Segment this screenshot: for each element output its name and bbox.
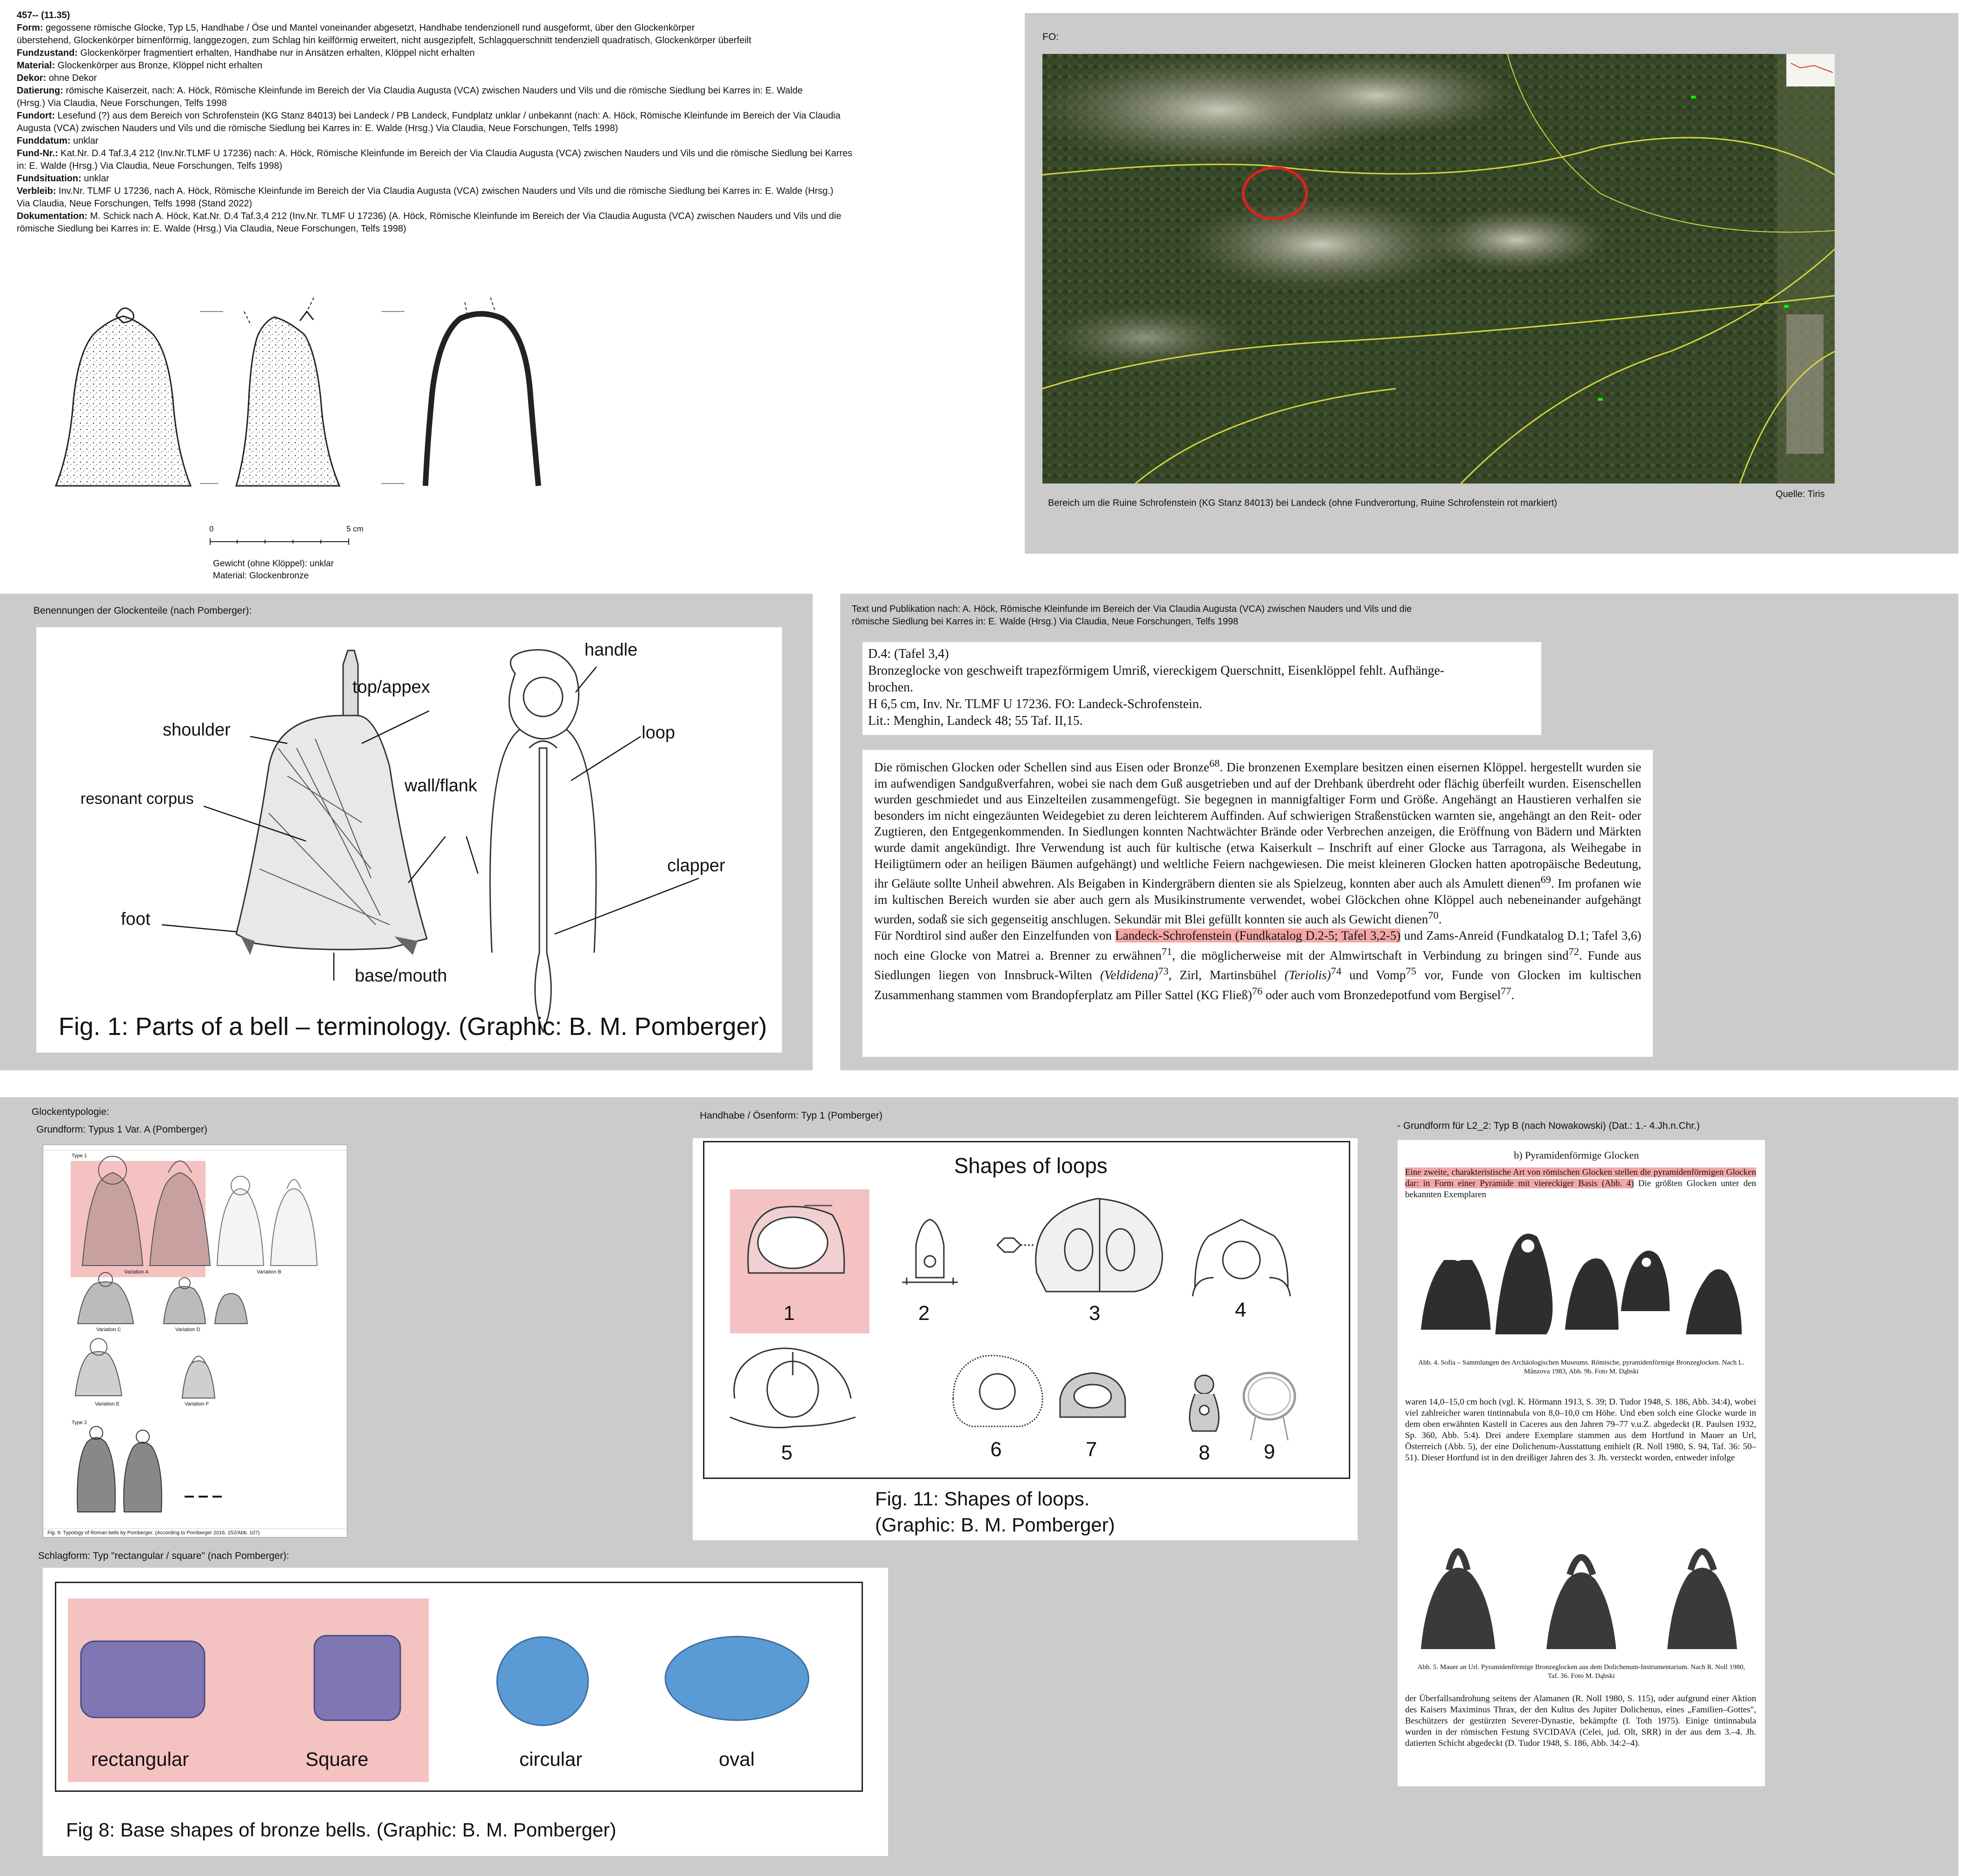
- variation-f-label: Variation F: [185, 1401, 209, 1407]
- typology-label: Glockentypologie:: [32, 1107, 109, 1117]
- catalog-entry-text: M. Schick nach A. Höck, Kat.Nr. D.4 Taf.3,4 212 (Inv.Nr. TLMF U 17236) (A. Höck, Römische Kleinfunde im Bereich der Via Claudia Augusta (VCA) zwischen Nauders und Vils und die: [87, 211, 842, 221]
- loop-1-number: 1: [783, 1302, 795, 1325]
- catalog-entry-text: Glockenkörper fragmentiert erhalten, Handhabe nur in Ansätzen erhalten, Klöppel nicht erhalten: [78, 48, 475, 58]
- pyramid-caption-abb4: Abb. 4. Sofia – Sammlungen des Archäologischen Museums. Römische, pyramidenförmige Bronzeglocken. Nach L. Mănzova 1983, Abb. 9b. Foto M. Dąbski: [1418, 1359, 1744, 1375]
- highlighted-findspot: Landeck-Schrofenstein (Fundkatalog D.2-5; Tafel 3,2-5): [1115, 928, 1401, 942]
- loop-5-drawing: [730, 1348, 856, 1428]
- term-top: top/appex: [352, 677, 430, 697]
- paragraph-2: [874, 928, 1641, 1003]
- catalog-entry: [17, 110, 1007, 122]
- pyramid-caption-abb5: Abb. 5. Mauer an Url. Pyramidenförmige Bronzeglocken aus dem Dolichenum-Instrumentarium. Nach R. Noll 1980, Taf. 36. Foto M. Dąbski: [1417, 1664, 1745, 1680]
- term-shoulder: shoulder: [163, 720, 231, 740]
- para2-b: und Zams-Anreid (Fundkatalog D.1; Tafel 3,6) noch eine Glocke von Matrei a. Brenner zu erwähnen: [874, 928, 1641, 962]
- para2-i: vor, Funde von Glocken im kultischen Zusammenhang stammen vom Brandopferplatz am Piller Sattel (KG Fließ): [874, 968, 1641, 1002]
- pyramid-photo-abb4: [1407, 1218, 1756, 1344]
- para2-d: . Funde aus Siedlungen liegen von Innsbruck-Wilten: [874, 948, 1641, 982]
- pyramid-heading: b) Pyramidenförmige Glocken: [1514, 1149, 1639, 1161]
- loop-7-drawing: [1060, 1373, 1125, 1417]
- para2-e: (Veldidena): [1100, 968, 1158, 982]
- pyramid-paragraph-3: der Überfallsandrohung seitens der Alamanen (R. Noll 1980, S. 115), oder aufgrund einer Aktion des Kaisers Maximinus Thrax, der den Kultus des Jupiter Dolichenus, eines „Familien–Gottes", Beschützers der gestürzten Severer-Dynastie, bekämpfte (I. Toth 1975). Einige tintinnabula wurden in der römischen Festung SVCIDAVA (Celei, jud. Olt, SRR) in der aus dem 3.–4. Jh. datierten Schicht abgedeckt (D. Tudor 1948, S. 186, Abb. 34:2–4).: [1405, 1694, 1756, 1748]
- clapper-sketch: [490, 650, 596, 1032]
- material-text: Material: Glockenbronze: [213, 571, 309, 581]
- catalog-entry-text: unklar: [81, 173, 109, 184]
- loop-3-number: 3: [1089, 1302, 1101, 1325]
- loop-3-drawing: [997, 1199, 1162, 1292]
- para2-k: .: [1511, 988, 1514, 1002]
- catalog-entry-text: in: E. Walde (Hrsg.) Via Claudia, Neue Forschungen, Telfs 1998): [17, 161, 283, 171]
- loop-2-drawing: [902, 1220, 958, 1285]
- footnote-68: 68: [1209, 757, 1220, 769]
- typology-figure: [43, 1145, 347, 1538]
- pyramid-intro-rest: Die größten Glocken unter den bekannten Exemplaren: [1405, 1179, 1756, 1200]
- terminology-figure: [36, 627, 782, 1053]
- footnote-73: 73: [1158, 965, 1169, 977]
- footnote-71: 71: [1161, 945, 1172, 957]
- catalog-entry-key: Datierung:: [17, 86, 63, 96]
- catalog-entry: [17, 135, 1007, 147]
- map-label: FO:: [1042, 32, 1059, 42]
- para1-a: Die römischen Glocken oder Schellen sind aus Eisen oder Bronze: [874, 760, 1209, 774]
- catalog-entry-key: Verbleib:: [17, 186, 56, 196]
- catalog-entry: [17, 160, 1007, 172]
- catalog-entry-line: Lit.: Menghin, Landeck 48; 55 Taf. II,15.: [868, 714, 1083, 728]
- catalog-entry-key: Dekor:: [17, 73, 46, 83]
- loop-8-drawing: [1190, 1375, 1219, 1431]
- catalog-entry-text: römische Siedlung bei Karres in: E. Walde (Hrsg.) Via Claudia, Neue Forschungen, Telfs 1998): [17, 224, 406, 234]
- footnote-76: 76: [1252, 985, 1263, 997]
- catalog-entry-text: römische Kaiserzeit, nach: A. Höck, Römische Kleinfunde im Bereich der Via Claudia Augusta (VCA) zwischen Nauders und Vils und die römische Siedlung bei Karres in: E. Walde: [63, 86, 803, 96]
- pyramid-highlight: Eine zweite, charakteristische Art von römischen Glocken stellen die pyramidenförmigen Glocken dar: in Form einer Pyramide mit viereckiger Basis (Abb. 4): [1405, 1167, 1756, 1188]
- catalog-entry-text: Glockenkörper aus Bronze, Klöppel nicht erhalten: [55, 60, 263, 71]
- loops-figure: [693, 1138, 1358, 1540]
- variation-a-label: Variation A: [124, 1269, 149, 1275]
- typology-sublabel: Grundform: Typus 1 Var. A (Pomberger): [36, 1124, 208, 1135]
- bell-drawings: [46, 298, 604, 497]
- footnote-72: 72: [1568, 945, 1579, 957]
- terminology-caption: Fig. 1: Parts of a bell – terminology. (Graphic: B. M. Pomberger): [59, 1013, 767, 1041]
- catalog-entry-key: Fundsituation:: [17, 173, 81, 184]
- rectangular-shape: [81, 1641, 205, 1717]
- type1-bells-c-d: [78, 1273, 247, 1324]
- bell-side-view: [236, 298, 339, 486]
- term-clapper: clapper: [667, 856, 725, 875]
- footnote-69: 69: [1540, 874, 1551, 886]
- aerial-map[interactable]: [1042, 54, 1835, 484]
- catalog-entry-key: Dokumentation:: [17, 211, 88, 221]
- para1-d: .: [1438, 912, 1442, 927]
- square-shape: [314, 1636, 400, 1720]
- footnote-75: 75: [1406, 965, 1416, 977]
- map-source: Quelle: Tiris: [1776, 489, 1825, 499]
- bell-front-view: [56, 308, 191, 486]
- catalog-entry-box: [862, 642, 1541, 735]
- publication-label-line1: Text und Publikation nach: A. Höck, Römische Kleinfunde im Bereich der Via Claudia Augusta (VCA) zwischen Nauders und Vils und die: [852, 604, 1412, 614]
- variation-d-label: Variation D: [175, 1327, 200, 1332]
- term-loop: loop: [642, 723, 675, 742]
- loop-6-drawing: [953, 1356, 1042, 1427]
- shapes-caption: Fig 8: Base shapes of bronze bells. (Graphic: B. M. Pomberger): [66, 1819, 617, 1841]
- loop-9-number: 9: [1264, 1440, 1275, 1463]
- para2-j: oder auch vom Bronzedepotfund vom Bergisel: [1262, 988, 1501, 1002]
- shape-name-circular: circular: [519, 1748, 583, 1770]
- para2-f: , Zirl, Martinsbühel: [1168, 968, 1285, 982]
- catalog-entry-text: Lesefund (?) aus dem Bereich von Schrofenstein (KG Stanz 84013) bei Landeck / PB Landeck, Fundplatz unklar / unbekannt (nach: A. Höck, Römische Kleinfunde im Bereich der Via Claudia: [55, 111, 841, 121]
- loop-1-drawing: [748, 1206, 844, 1273]
- loop-5-number: 5: [781, 1441, 793, 1464]
- loop-9-drawing: [1244, 1373, 1295, 1440]
- catalog-entry: [17, 47, 1007, 60]
- map-caption: Bereich um die Ruine Schrofenstein (KG Stanz 84013) bei Landeck (ohne Fundverortung, Ruine Schrofenstein rot markiert): [1048, 498, 1558, 508]
- terminology-panel: [0, 594, 813, 1070]
- term-foot: foot: [121, 909, 151, 929]
- loop-8-number: 8: [1199, 1441, 1210, 1464]
- publication-label-line2: römische Siedlung bei Karres in: E. Walde (Hrsg.) Via Claudia, Neue Forschungen, Telfs 1998: [852, 616, 1239, 627]
- publication-text-box: [862, 750, 1653, 1057]
- catalog-text: [17, 9, 1007, 235]
- shape-name-rectangular: rectangular: [91, 1748, 189, 1770]
- catalog-entry: [17, 198, 1007, 210]
- variation-b-label: Variation B: [257, 1269, 281, 1275]
- weight-text: Gewicht (ohne Klöppel): unklar: [213, 559, 334, 569]
- catalog-entry-key: Fundzustand:: [17, 48, 78, 58]
- term-wall: wall/flank: [405, 776, 478, 795]
- pyramid-intro: [1405, 1167, 1756, 1200]
- pyramid-photo-abb5: [1407, 1519, 1756, 1658]
- catalog-entry: [17, 210, 1007, 223]
- shapes-label: Schlagform: Typ "rectangular / square" (nach Pomberger):: [38, 1551, 289, 1561]
- catalog-entry: [17, 185, 1007, 198]
- loops-title: Shapes of loops: [954, 1153, 1108, 1178]
- oval-shape: [665, 1637, 809, 1720]
- type1-bells-e-f: [75, 1339, 215, 1398]
- map-panel: [1025, 13, 1958, 554]
- catalog-entry: [17, 60, 1007, 72]
- catalog-heading: 457-- (11.35): [17, 10, 70, 20]
- footnote-74: 74: [1331, 965, 1341, 977]
- loop-4-drawing: [1193, 1220, 1290, 1296]
- catalog-entry-text: Inv.Nr. TLMF U 17236, nach A. Höck, Römische Kleinfunde im Bereich der Via Claudia Augusta (VCA) zwischen Nauders und Vils und die römische Siedlung bei Karres in: E. Walde (Hrsg.): [56, 186, 834, 196]
- loop-4-number: 4: [1235, 1299, 1247, 1321]
- catalog-entry-text: überstehend, Glockenkörper birnenförmig, langgezogen, zum Schlag hin keilförmig erweitert, nicht ausgezipfelt, Schlagquerschnitt tendenziell quadratisch, Glockenkörper überfeilt: [17, 35, 751, 46]
- catalog-entry: [17, 72, 1007, 85]
- catalog-entry-text: (Hrsg.) Via Claudia, Neue Forschungen, Telfs 1998: [17, 98, 227, 108]
- bell-section-view: [425, 298, 538, 486]
- catalog-entry-text: Augusta (VCA) zwischen Nauders und Vils und die römische Siedlung bei Karres in: E. Walde (Hrsg.) Via Claudia, Neue Forschungen, Telfs 1998): [17, 123, 618, 133]
- catalog-entry-line: H 6,5 cm, Inv. Nr. TLMF U 17236. FO: Landeck-Schrofenstein.: [868, 697, 1202, 711]
- para1-c: . Im profanen wie im kultischen Bereich wurden sie aber auch gern als Musikinstrumente verwendet, wobei Glöckchen ohne Klöppel auch nebeneinander aufgehängt wurden, sodaß sie sich gegenseitig anschlugen. Sekundär mit Blei gefüllt konnten sie auch als Gewicht dienen: [874, 876, 1641, 927]
- scale-bar: [209, 537, 367, 546]
- para2-h: und Vomp: [1341, 968, 1406, 982]
- type1-bells-b: [217, 1176, 317, 1266]
- scale-five: 5 cm: [346, 524, 364, 533]
- terminology-label: Benennungen der Glockenteile (nach Pomberger):: [33, 605, 252, 616]
- para1-b: . Die bronzenen Exemplare besitzen einen eisernen Klöppel. hergestellt wurden sie im aufwendigen Sandgußverfahren, wobei sie nach dem Guß ausgetrieben und auf der Drehbank überdreht oder flächig überfeilt wurden. Eisenschellen wurden geschmiedet und aus Einzelteilen zusammengefügt. Sie begegnen in mannigfaltiger Form und Größe. Angehängt an Haustieren verhalfen sie besonders im nicht eingezäunten Weidegebiet zu deren leichterem Auffinden. Auf schwierigen Straßenstücken warnten sie, angehängt an den Reit- oder Zugtieren, den Entgegenkommenden. In Siedlungen konnten Nachtwächter Brände oder Verbrechen anzeigen, die Eröffnung von Bädern und Märkten wurde damit angekündigt. Ihre Verwendung ist auch für kultische (etwa Kaiserkult – Inschrift auf einer Glocke aus Tarragona, als Weihegabe in Heiligtümern oder an heiligen Bäumen aufgehängt) und weltliche Feiern nachgewiesen. Die meist kleineren Glocken hatten apotropäische Bedeutung, ihr Geläute sollte Unheil abwehren. Als Beigaben in Kindergräbern dienten sie als Spielzeug, konnten aber auch als Amulett dienen: [874, 760, 1642, 891]
- catalog-entry: [17, 34, 1007, 47]
- pyramid-page: [1398, 1140, 1765, 1786]
- catalog-entry-key: Fundort:: [17, 111, 55, 121]
- footnote-70: 70: [1428, 909, 1439, 921]
- catalog-entry-line: Bronzeglocke von geschweift trapezförmigem Umriß, viereckigem Querschnitt, Eisenklöppel fehlt. Aufhänge-: [868, 663, 1445, 678]
- catalog-entry-line: D.4: (Tafel 3,4): [868, 647, 949, 661]
- variation-e-label: Variation E: [95, 1401, 119, 1407]
- catalog-entry-text: ohne Dekor: [46, 73, 97, 83]
- para2-a: Für Nordtirol sind außer den Einzelfunden von: [874, 928, 1115, 942]
- publication-panel: [840, 594, 1958, 1070]
- catalog-entry-key: Fund-Nr.:: [17, 148, 58, 159]
- shapes-figure: [43, 1568, 888, 1856]
- scale-zero: 0: [209, 524, 214, 533]
- catalog-entry-text: gegossene römische Glocke, Typ L5, Handhabe / Öse und Mantel voneinander abgesetzt, Handhabe tendenzionell rund ausgeformt, über den Glockenkörper: [43, 23, 695, 33]
- catalog-entry-text: Kat.Nr. D.4 Taf.3,4 212 (Inv.Nr.TLMF U 17236) nach: A. Höck, Römische Kleinfunde im Bereich der Via Claudia Augusta (VCA) zwischen Nauders und Vils und die römische Siedlung bei Karres: [58, 148, 853, 159]
- catalog-entry: [17, 22, 1007, 34]
- pyramid-label: - Grundform für L2_2: Typ B (nach Nowakowski) (Dat.: 1.- 4.Jh.n.Chr.): [1397, 1120, 1700, 1131]
- loops-caption-line2: (Graphic: B. M. Pomberger): [875, 1514, 1115, 1536]
- catalog-entry-line: brochen.: [868, 680, 914, 695]
- circular-shape: [497, 1637, 588, 1725]
- catalog-entries: [17, 22, 1007, 235]
- shape-name-oval: oval: [719, 1748, 755, 1770]
- catalog-entry-key: Material:: [17, 60, 55, 71]
- shape-name-square: Square: [305, 1748, 369, 1770]
- footnote-77: 77: [1500, 985, 1512, 997]
- type2-bells: [77, 1426, 222, 1512]
- publication-label: [852, 603, 1412, 628]
- type1-label: Type 1: [72, 1153, 87, 1159]
- catalog-entry: [17, 97, 1007, 110]
- term-corpus: resonant corpus: [80, 790, 194, 808]
- loops-caption-line1: Fig. 11: Shapes of loops.: [875, 1488, 1090, 1510]
- catalog-entry-lines: [868, 646, 1536, 729]
- type2-label: Type 2: [72, 1420, 87, 1425]
- loops-caption: [875, 1486, 1115, 1538]
- pyramid-paragraph-2: waren 14,0–15,0 cm hoch (vgl. K. Hörmann 1913, S. 39; D. Tudor 1948, S. 186, Abb. 34:4), wobei viel zahlreicher waren tintinnabula von 8,0–10,0 cm Höhe. Und eben solch eine Glocke wurde in dem oben erwähnten Kastell in Caceres aus den Jahren 79–77 v.u.Z. abgedeckt (R. Paulsen 1932, Sp. 360, Abb. 5:4). Drei andere Exemplare stammen aus dem Hortfund in Mauer an Url, Österreich (Abb. 5), der eine Dolichenum-Ausstattung enthielt (R. Noll 1980, S. 94, Taf. 36: 50–51). Dieser Hortfund ist in den dreißiger Jahren des 3. Jh. versteckt worden, entweder infolge: [1405, 1397, 1756, 1463]
- loop-6-number: 6: [990, 1438, 1002, 1461]
- catalog-entry-text: Via Claudia, Neue Forschungen, Telfs 1998 (Stand 2022): [17, 199, 252, 209]
- catalog-entry: [17, 172, 1007, 185]
- variation-c-label: Variation C: [96, 1327, 121, 1332]
- catalog-entry-text: unklar: [70, 136, 99, 146]
- catalog-entry: [17, 122, 1007, 135]
- paragraph-1: [874, 756, 1641, 928]
- catalog-entry: [17, 85, 1007, 97]
- catalog-entry: [17, 223, 1007, 235]
- catalog-entry-key: Form:: [17, 23, 43, 33]
- para2-c: , die möglicherweise mit der Almwirtschaft in Verbindung zu bringen sind: [1172, 948, 1569, 962]
- typology-caption: Fig. 9: Typology of Roman bells by Pomberger. (According to Pomberger 2016, 152/Abb. 107): [47, 1530, 260, 1536]
- loop-2-number: 2: [918, 1302, 930, 1325]
- para2-g: (Teriolis): [1284, 968, 1331, 982]
- catalog-entry-key: Funddatum:: [17, 136, 71, 146]
- catalog-entry: [17, 147, 1007, 160]
- loop-7-number: 7: [1086, 1438, 1097, 1461]
- term-base: base/mouth: [355, 966, 447, 986]
- term-handle: handle: [584, 640, 638, 660]
- loops-label: Handhabe / Ösenform: Typ 1 (Pomberger): [700, 1110, 882, 1121]
